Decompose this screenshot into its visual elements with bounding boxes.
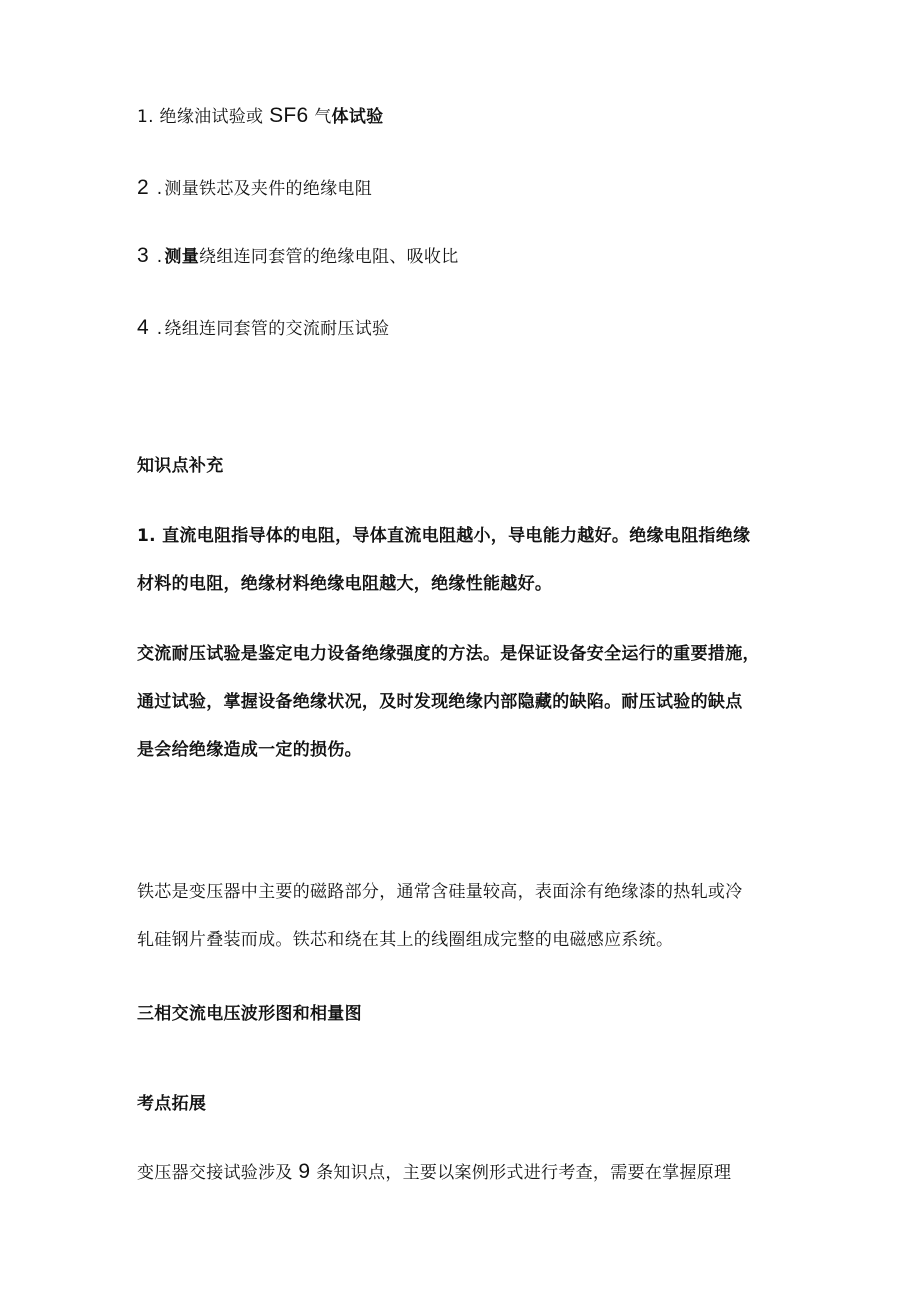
paragraph-line: 材料的电阻，绝缘材料绝缘电阻越大，绝缘性能越好。 xyxy=(137,574,553,594)
list-text: 绕组连同套管的交流耐压试验 xyxy=(164,319,390,339)
list-text-bold: 体试验 xyxy=(331,107,384,127)
paragraph-line xyxy=(137,1160,731,1185)
section-heading-supplement: 知识点补充 xyxy=(137,456,224,476)
paragraph-text: 条知识点，主要以案例形式进行考查，需要在掌握原理 xyxy=(316,1163,732,1183)
list-number: 1. xyxy=(137,107,154,127)
list-item-1 xyxy=(137,104,383,129)
paragraph-line: 交流耐压试验是鉴定电力设备绝缘强度的方法。是保证设备安全运行的重要措施， xyxy=(137,644,760,664)
paragraph-line: 通过试验，掌握设备绝缘状况，及时发现绝缘内部隐藏的缺陷。耐压试验的缺点 xyxy=(137,692,743,712)
list-text: 气 xyxy=(314,107,332,127)
list-text-latin: SF6 xyxy=(269,104,309,127)
list-separator: . xyxy=(156,319,163,339)
list-item-3 xyxy=(137,244,459,269)
list-text: 绕组连同套管的绝缘电阻、吸收比 xyxy=(199,247,459,267)
list-text-bold: 测量 xyxy=(164,247,200,267)
paragraph-line: 铁芯是变压器中主要的磁路部分，通常含硅量较高，表面涂有绝缘漆的热轧或冷 xyxy=(137,882,743,902)
section-heading-waveform: 三相交流电压波形图和相量图 xyxy=(137,1004,362,1024)
list-separator: . xyxy=(156,247,163,267)
list-item-4 xyxy=(137,316,389,341)
list-number: 2 xyxy=(137,176,149,199)
paragraph-line: 是会给绝缘造成一定的损伤。 xyxy=(137,740,362,760)
paragraph-number: 9 xyxy=(298,1160,311,1183)
list-text: 绝缘油试验或 xyxy=(159,107,264,127)
paragraph-line: 1. 直流电阻指导体的电阻，导体直流电阻越小，导电能力越好。绝缘电阻指绝缘 xyxy=(137,526,751,546)
paragraph-text: 变压器交接试验涉及 xyxy=(137,1163,293,1183)
list-separator: . xyxy=(156,179,163,199)
list-number: 4 xyxy=(137,316,149,339)
list-item-2 xyxy=(137,176,372,201)
list-number: 3 xyxy=(137,244,149,267)
paragraph-line: 轧硅钢片叠装而成。铁芯和绕在其上的线圈组成完整的电磁感应系统。 xyxy=(137,930,674,950)
list-text: 测量铁芯及夹件的绝缘电阻 xyxy=(164,179,373,199)
section-heading-expansion: 考点拓展 xyxy=(137,1094,207,1114)
